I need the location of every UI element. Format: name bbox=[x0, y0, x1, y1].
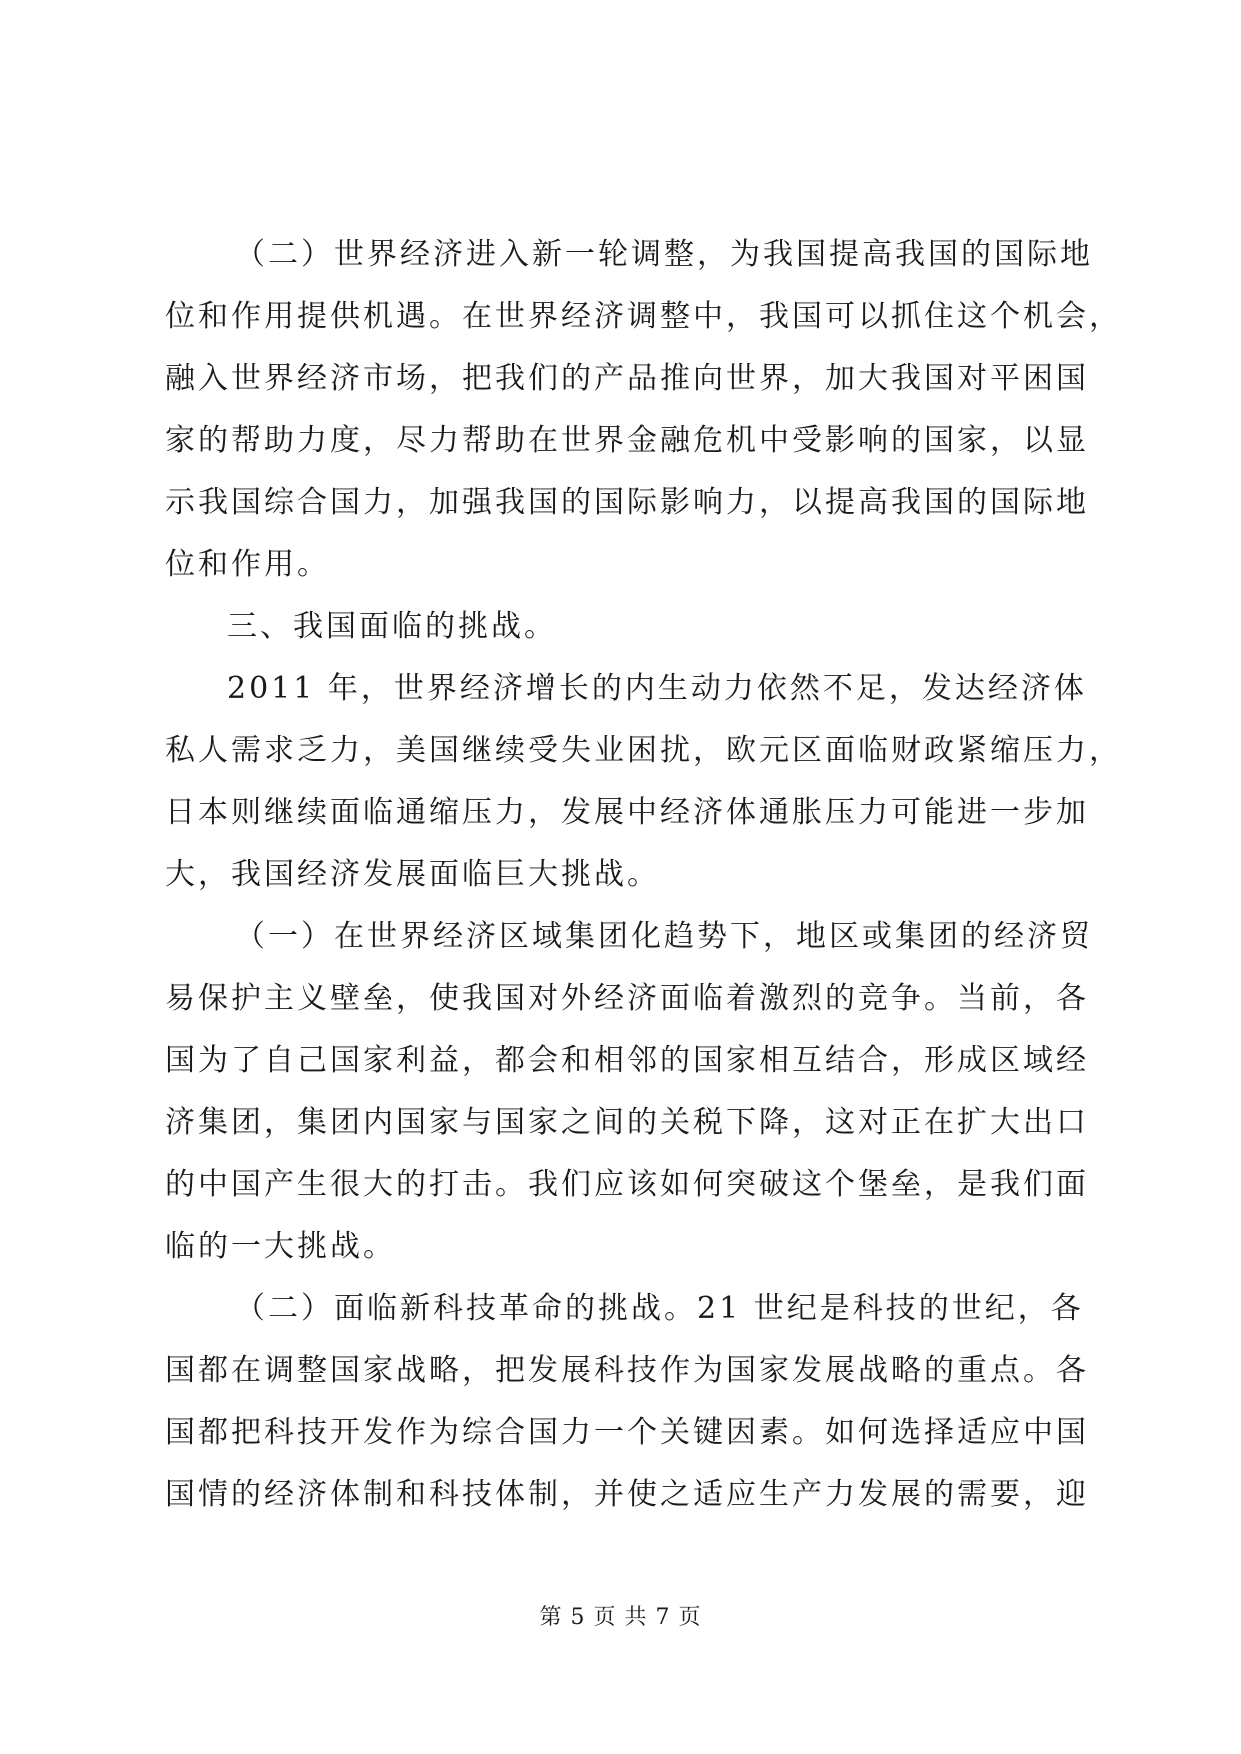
text-line: 融入世界经济市场，把我们的产品推向世界，加大我国对平困国 bbox=[165, 361, 1089, 396]
section-heading-challenges bbox=[165, 596, 1080, 658]
text-line: 国都在调整国家战略，把发展科技作为国家发展战略的重点。各 bbox=[165, 1353, 1089, 1388]
text-line: 济集团，集团内国家与国家之间的关税下降，这对正在扩大出口 bbox=[165, 1105, 1089, 1140]
text-line: 国为了自己国家利益，都会和相邻的国家相互结合，形成区域经 bbox=[165, 1043, 1089, 1078]
text-line: （二）世界经济进入新一轮调整，为我国提高我国的国际地 bbox=[235, 237, 1093, 272]
text-line: 大，我国经济发展面临巨大挑战。 bbox=[165, 857, 660, 892]
text-line: 2011 年，世界经济增长的内生动力依然不足，发达经济体 bbox=[227, 671, 1087, 706]
text-line: 家的帮助力度，尽力帮助在世界金融危机中受影响的国家，以显 bbox=[165, 423, 1089, 458]
text-line: （一）在世界经济区域集团化趋势下，地区或集团的经济贸 bbox=[235, 919, 1093, 954]
text-line: 国情的经济体制和科技体制，并使之适应生产力发展的需要，迎 bbox=[165, 1477, 1089, 1512]
text-line: （二）面临新科技革命的挑战。21 世纪是科技的世纪，各 bbox=[235, 1291, 1084, 1326]
page-number-footer: 第 5 页 共 7 页 bbox=[539, 1605, 702, 1630]
text-line: 临的一大挑战。 bbox=[165, 1229, 396, 1264]
text-line: 位和作用。 bbox=[165, 547, 330, 582]
paragraph-opportunity bbox=[165, 224, 1122, 596]
document-body bbox=[165, 224, 1122, 1526]
text-line: 国都把科技开发作为综合国力一个关键因素。如何选择适应中国 bbox=[165, 1415, 1089, 1450]
text-line: 位和作用提供机遇。在世界经济调整中，我国可以抓住这个机会， bbox=[165, 299, 1122, 334]
paragraph-tech-revolution bbox=[165, 1278, 1089, 1526]
section-heading: 三、我国面临的挑战。 bbox=[227, 609, 557, 644]
text-line: 示我国综合国力，加强我国的国际影响力，以提高我国的国际地 bbox=[165, 485, 1089, 520]
text-line: 易保护主义壁垒，使我国对外经济面临着激烈的竞争。当前，各 bbox=[165, 981, 1089, 1016]
text-line: 的中国产生很大的打击。我们应该如何突破这个堡垒，是我们面 bbox=[165, 1167, 1089, 1202]
paragraph-regional-blocs bbox=[165, 906, 1093, 1278]
text-line: 私人需求乏力，美国继续受失业困扰，欧元区面临财政紧缩压力， bbox=[165, 733, 1122, 768]
text-line: 日本则继续面临通缩压力，发展中经济体通胀压力可能进一步加 bbox=[165, 795, 1089, 830]
paragraph-economy-2011 bbox=[165, 658, 1122, 906]
